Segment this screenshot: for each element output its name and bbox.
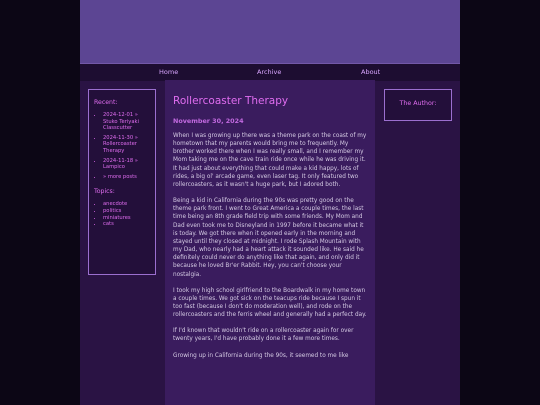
- nav-bar: [80, 63, 460, 81]
- nav-archive-link[interactable]: Archive: [257, 68, 282, 76]
- left-sidebar: [88, 89, 156, 275]
- more-posts-link[interactable]: » more posts: [103, 173, 137, 180]
- post-paragraph: If I'd known that wouldn't ride on a rollercoaster again for over twenty years, I'd have probably done it a few more times.: [173, 328, 354, 343]
- topic-link[interactable]: politics: [103, 207, 122, 214]
- topic-item: [103, 201, 150, 208]
- recent-item: [103, 135, 150, 155]
- topic-link[interactable]: anecdote: [103, 201, 128, 208]
- recent-item: [103, 158, 150, 171]
- recent-list: [94, 112, 150, 180]
- recent-link[interactable]: 2024-11-30 » Rollercoaster Therapy: [103, 134, 138, 154]
- topics-list: [94, 201, 150, 227]
- topic-link[interactable]: cats: [103, 221, 114, 228]
- topic-item: [103, 215, 150, 222]
- post-paragraph: I took my high school girlfriend to the Boardwalk in my home town a couple times. We got sick on the teacups ride because I spun it too fast (because I don't do moderation well), and rode on the rollercoasters and the ferris wheel and generally had a perfect day.: [173, 287, 367, 319]
- topic-item: [103, 221, 150, 228]
- post-paragraph: Growing up in California during the 90s, it seemed to me like: [173, 352, 349, 359]
- topics-heading: Topics:: [94, 188, 115, 196]
- recent-item: [103, 174, 150, 181]
- nav-home-link[interactable]: Home: [159, 68, 179, 76]
- recent-link[interactable]: 2024-12-01 » Stuko Teriyaki Classcutter: [103, 112, 140, 132]
- recent-item: [103, 112, 150, 132]
- topic-item: [103, 208, 150, 215]
- post-article: [165, 80, 375, 405]
- post-date: November 30, 2024: [173, 117, 244, 125]
- nav-about-link[interactable]: About: [361, 68, 381, 76]
- recent-heading: Recent:: [94, 99, 118, 106]
- topic-link[interactable]: miniatures: [103, 214, 131, 221]
- post-title: Rollercoaster Therapy: [173, 95, 289, 107]
- author-heading: The Author:: [399, 100, 437, 107]
- post-paragraph: When I was growing up there was a theme park on the coast of my hometown that my parents would bring me to frequently. My brother worked there when I was really small, and I remember my Mom taking me on the cave train ride once while he was driving it. It had just about everything that could make a kid happy, lots of rides, a big ol' arcade game, even laser tag. It only featured two rollercoasters, as it wasn't a huge park, but I adored both.: [173, 133, 367, 188]
- author-box: [384, 89, 452, 121]
- recent-link[interactable]: 2024-11-18 » Lampico: [103, 157, 138, 171]
- header-banner: [80, 0, 460, 63]
- post-paragraph: Being a kid in California during the 90s was pretty good on the theme park front. I went to Great America a couple times, the last time being an 8th grade field trip with some friends. My Mom and Dad even took me to Disneyland in 1997 before it became what it is today. We got there when it opened early in the morning and stayed until they closed at midnight. I rode Splash Mountain with my Dad, who nearly had a heart attack it sounded like. He said he definitely could never do anything like that again, and only did it because he loved Br'er Rabbit. Hey, you can't choose your nostalgia.: [173, 198, 364, 278]
